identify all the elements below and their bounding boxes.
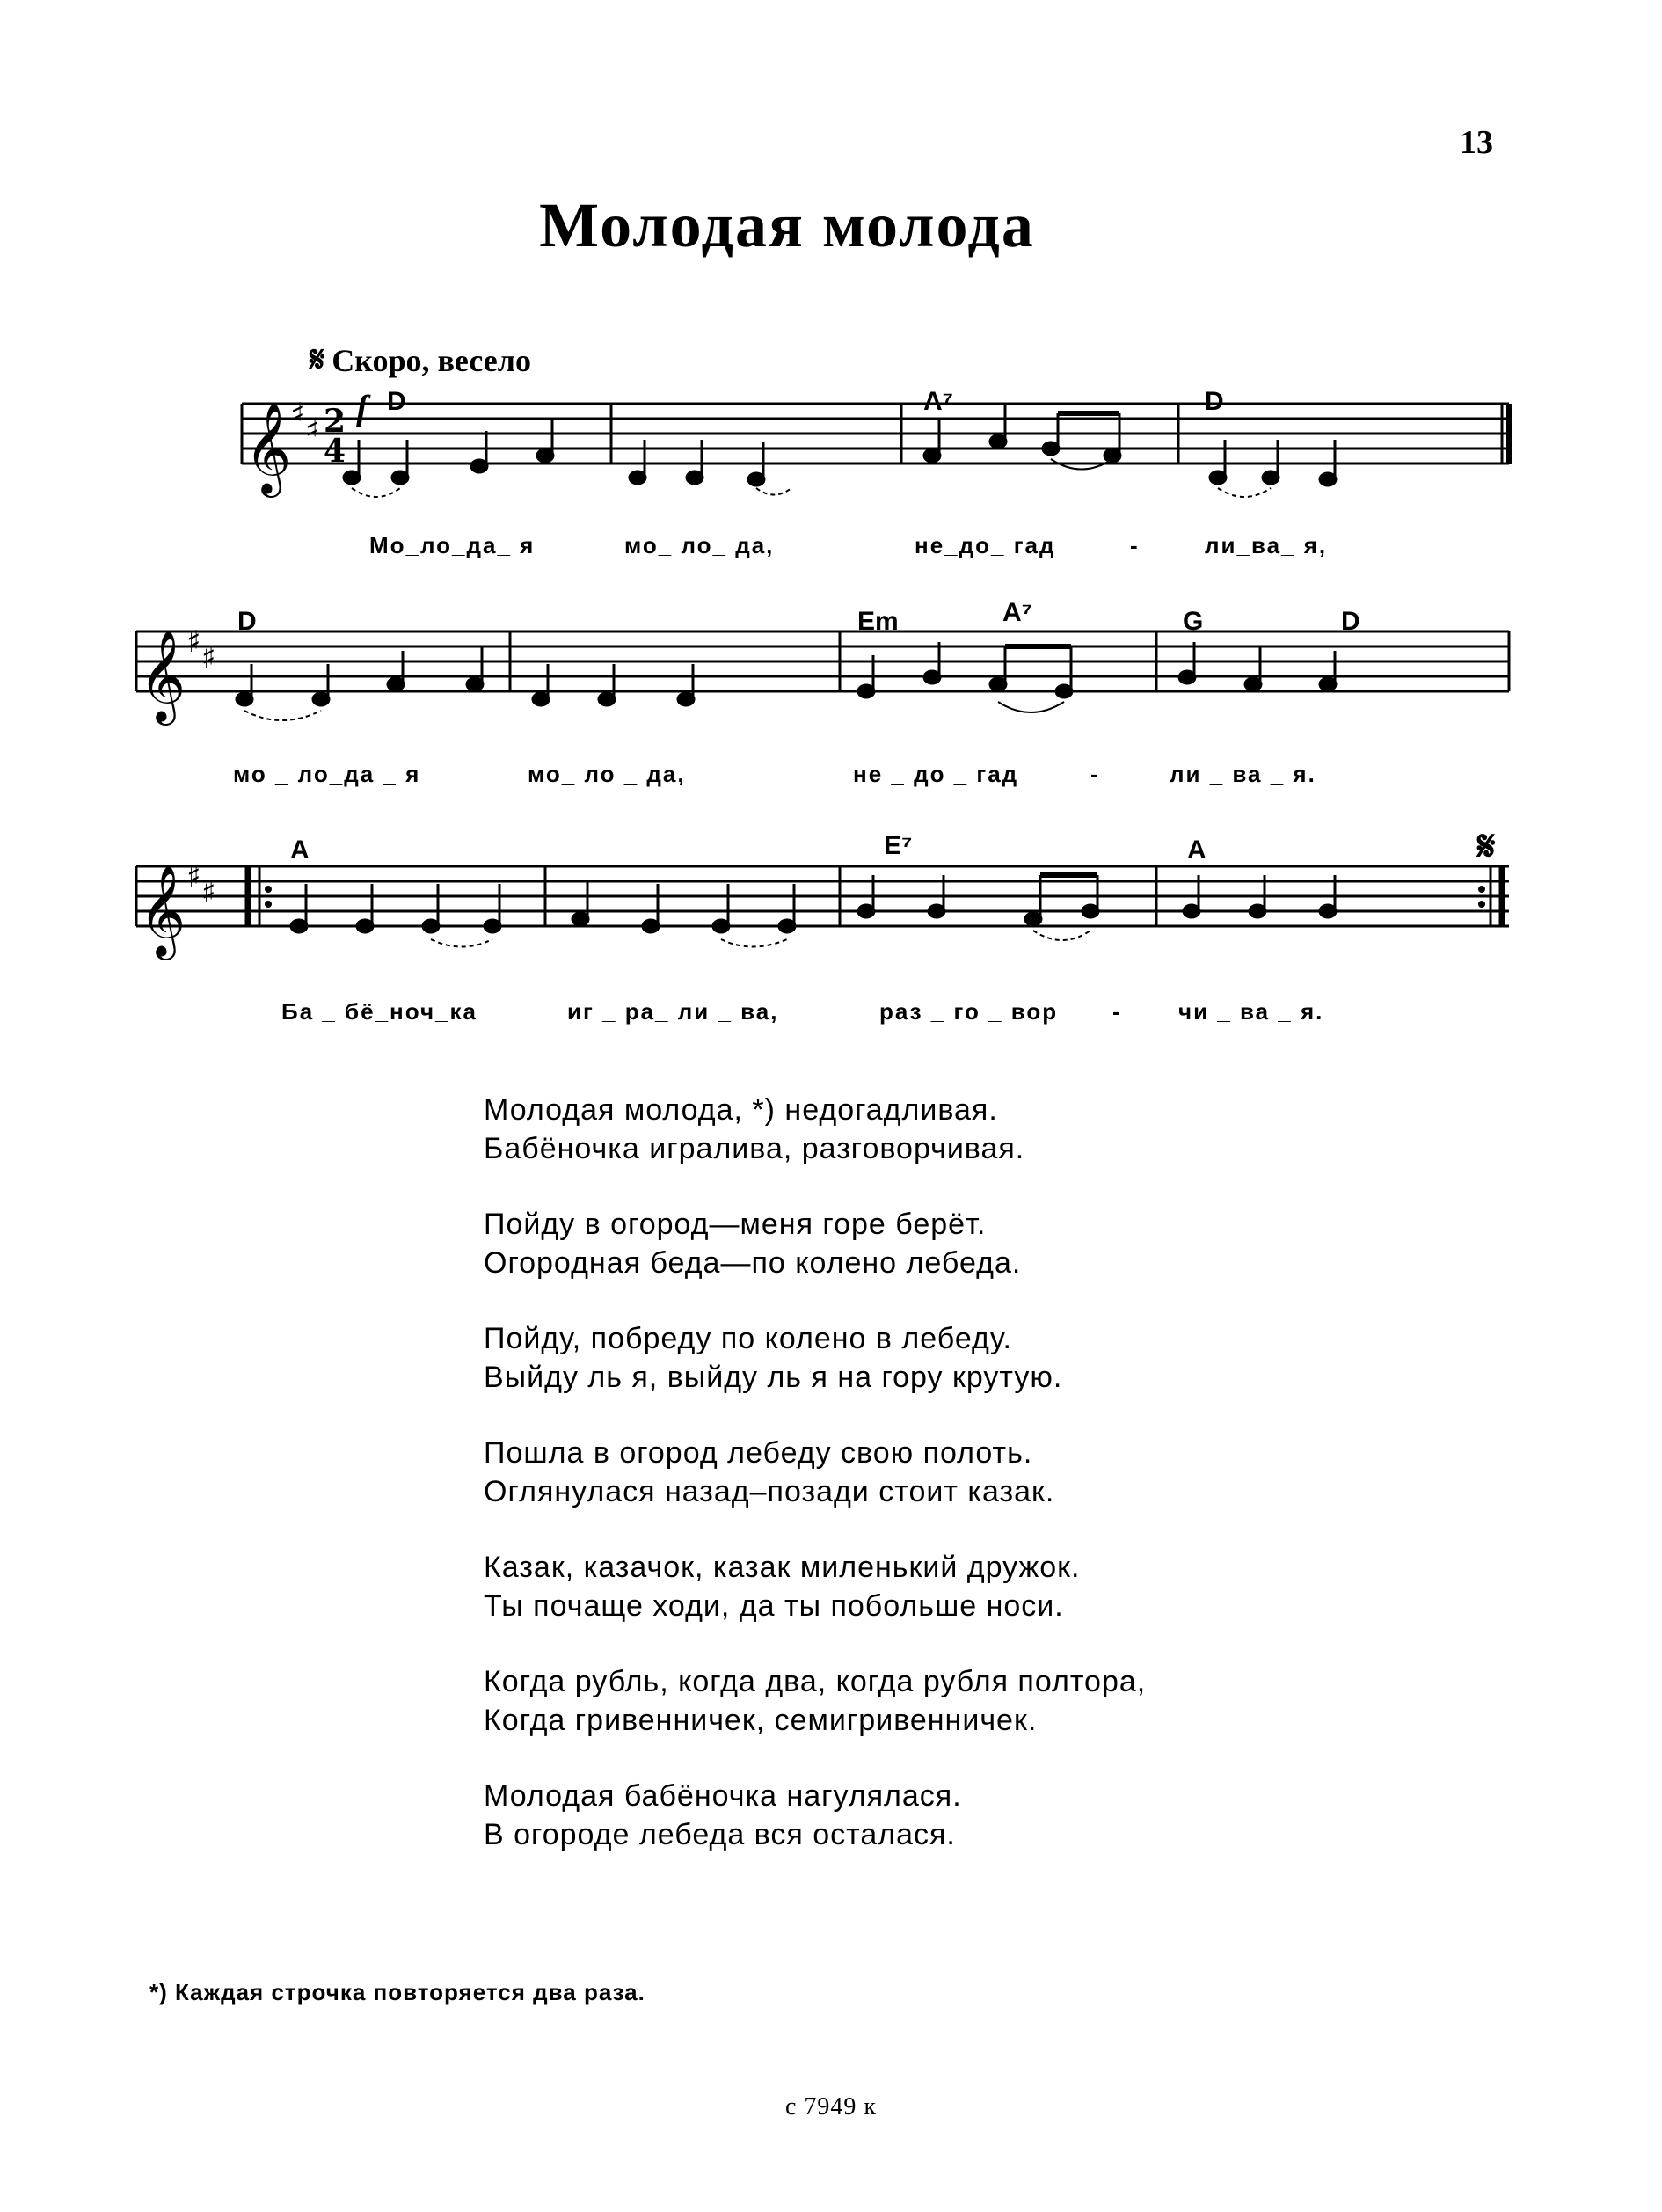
chord-s1-2: A⁷	[923, 387, 954, 416]
stanza-2	[484, 1205, 1146, 1282]
chord-s3-3: A	[1187, 836, 1206, 865]
stanza-7	[484, 1777, 1146, 1854]
lyric-s3-1: Ба _ бё_ноч_ка	[281, 998, 477, 1025]
chord-s2-2: Em	[857, 607, 899, 636]
notes-system-3	[291, 875, 1336, 932]
verse-line: Молодая бабёночка нагулялася.	[484, 1779, 962, 1813]
catalog-number: с 7949 к	[784, 2093, 878, 2121]
lyric-s2-1: мо _ ло_да _ я	[233, 761, 421, 787]
staff-3	[136, 866, 1509, 926]
verse-line: Выйду ль я, выйду ль я на гору крутую.	[484, 1361, 1063, 1394]
verse-line: Молодая молода, *) недогадливая.	[484, 1093, 998, 1127]
tempo-text: Скоро, весело	[332, 343, 531, 378]
verse-line: Казак, казачок, казак миленький дружок.	[484, 1551, 1081, 1584]
sheet-music	[0, 0, 1662, 1055]
staff-2	[136, 631, 1509, 691]
lyric-s3-4: -	[1112, 998, 1122, 1025]
verse-line: Бабёночка игралива, разговорчивая.	[484, 1132, 1025, 1165]
notes-system-2	[237, 642, 1336, 705]
lyric-s2-5: ли _ ва _ я.	[1170, 761, 1316, 787]
stanza-6	[484, 1662, 1146, 1740]
segno-symbol: 𝄋	[310, 339, 325, 379]
verse-line: Огородная беда—по колено лебеда.	[484, 1246, 1022, 1280]
lyric-s1-3: не_до_ гад	[915, 532, 1056, 558]
lyric-s1-2: мо_ ло_ да,	[624, 532, 775, 558]
lyric-s3-2: иг _ ра_ ли _ ва,	[567, 998, 779, 1025]
lyric-s3-5: чи _ ва _ я.	[1178, 998, 1324, 1025]
svg-text:2: 2	[324, 403, 346, 440]
chord-s2-1: D	[237, 607, 257, 636]
chord-s3-2: E⁷	[884, 831, 913, 860]
verse-line: Оглянулася назад–позади стоит казак.	[484, 1475, 1055, 1508]
stanza-1	[484, 1091, 1146, 1168]
svg-text:♯: ♯	[186, 624, 201, 660]
chord-s3-1: A	[290, 836, 310, 865]
treble-clef-2: 𝄞	[139, 630, 186, 722]
lyric-s1-4: -	[1130, 532, 1140, 558]
dynamic-marking: f	[356, 388, 368, 427]
treble-clef-3: 𝄞	[139, 865, 186, 957]
verse-line: Пойду, побреду по колено в лебеду.	[484, 1322, 1012, 1355]
lyric-s1-5: ли_ва_ я,	[1205, 532, 1328, 558]
stanza-4	[484, 1434, 1146, 1511]
svg-text:♯: ♯	[290, 397, 305, 432]
segno-end: 𝄋	[1477, 823, 1496, 870]
staff-1	[242, 404, 1509, 464]
chord-s2-4: G	[1183, 607, 1204, 636]
verse-line: Ты почаще ходи, да ты побольше носи.	[484, 1589, 1064, 1623]
chord-s2-5: D	[1341, 607, 1360, 636]
verse-line: Когда гривенничек, семигривенничек.	[484, 1704, 1038, 1737]
verse-line: Пошла в огород лебеду свою полоть.	[484, 1436, 1033, 1470]
treble-clef-1: 𝄞	[244, 402, 292, 494]
svg-text:♯: ♯	[186, 859, 201, 894]
chord-s1-3: D	[1205, 387, 1224, 416]
chord-s1-1: D	[387, 387, 406, 416]
svg-text:4: 4	[324, 433, 346, 470]
chord-s2-3: A⁷	[1002, 598, 1033, 627]
verses	[484, 1091, 1146, 1891]
lyric-s3-3: раз _ го _ вор	[879, 998, 1059, 1025]
svg-text:♯: ♯	[201, 875, 216, 910]
stanza-5	[484, 1548, 1146, 1625]
verse-line: В огороде лебеда вся осталася.	[484, 1818, 956, 1851]
svg-text:♯: ♯	[305, 412, 320, 448]
page-number: 13	[1460, 124, 1493, 161]
verse-line: Пойду в огород—меня горе берёт.	[484, 1208, 987, 1241]
lyric-s2-4: -	[1090, 761, 1100, 787]
song-title: Молодая молода	[539, 190, 1035, 260]
footnote: *) Каждая строчка повторяется два раза.	[149, 1979, 645, 2005]
lyric-s2-2: мо_ ло _ да,	[528, 761, 686, 787]
stanza-3	[484, 1319, 1146, 1397]
verse-line: Когда рубль, когда два, когда рубля полтора,	[484, 1665, 1147, 1698]
lyric-s1-1: Мо_ло_да_ я	[369, 532, 536, 558]
notes-system-1	[344, 405, 1336, 485]
svg-text:♯: ♯	[201, 640, 216, 675]
lyric-s2-3: не _ до _ гад	[853, 761, 1019, 787]
